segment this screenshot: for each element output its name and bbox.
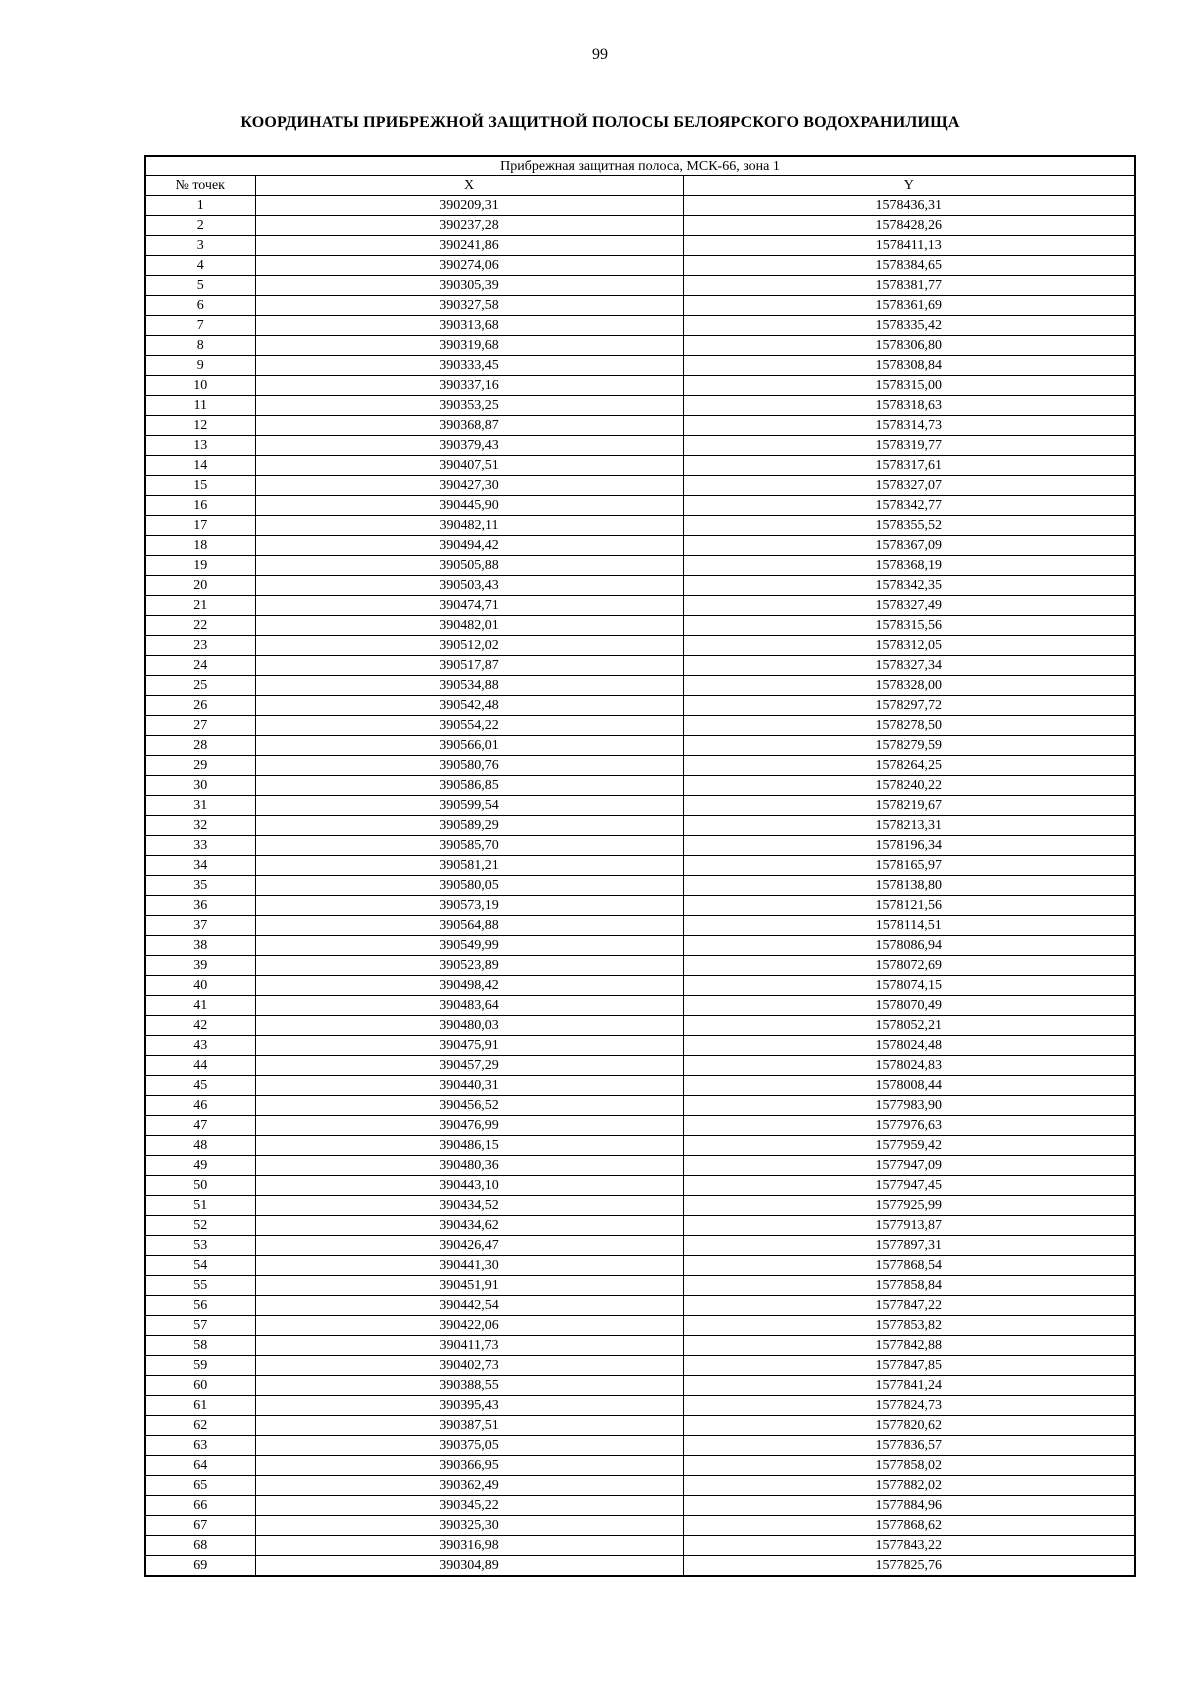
table-body	[145, 196, 1135, 1577]
cell-point-number: 38	[145, 936, 255, 956]
cell-y: 1577959,42	[683, 1136, 1135, 1156]
table-row	[145, 1116, 1135, 1136]
cell-x: 390209,31	[255, 196, 683, 216]
cell-x: 390480,36	[255, 1156, 683, 1176]
cell-x: 390483,64	[255, 996, 683, 1016]
cell-x: 390395,43	[255, 1396, 683, 1416]
cell-y: 1578024,48	[683, 1036, 1135, 1056]
cell-y: 1578074,15	[683, 976, 1135, 996]
cell-point-number: 31	[145, 796, 255, 816]
page-number: 99	[592, 46, 608, 63]
cell-point-number: 67	[145, 1516, 255, 1536]
cell-point-number: 54	[145, 1256, 255, 1276]
cell-x: 390426,47	[255, 1236, 683, 1256]
cell-x: 390237,28	[255, 216, 683, 236]
cell-x: 390505,88	[255, 556, 683, 576]
cell-point-number: 51	[145, 1196, 255, 1216]
table-row	[145, 416, 1135, 436]
cell-y: 1577836,57	[683, 1436, 1135, 1456]
cell-point-number: 14	[145, 456, 255, 476]
table-row	[145, 1456, 1135, 1476]
cell-x: 390517,87	[255, 656, 683, 676]
cell-x: 390274,06	[255, 256, 683, 276]
cell-point-number: 68	[145, 1536, 255, 1556]
cell-point-number: 56	[145, 1296, 255, 1316]
cell-point-number: 22	[145, 616, 255, 636]
cell-point-number: 10	[145, 376, 255, 396]
coordinates-table	[144, 155, 1136, 1577]
cell-y: 1578319,77	[683, 436, 1135, 456]
cell-x: 390586,85	[255, 776, 683, 796]
table-row	[145, 656, 1135, 676]
cell-point-number: 9	[145, 356, 255, 376]
cell-y: 1577947,09	[683, 1156, 1135, 1176]
table-row	[145, 896, 1135, 916]
table-row	[145, 1296, 1135, 1316]
cell-point-number: 26	[145, 696, 255, 716]
cell-point-number: 64	[145, 1456, 255, 1476]
cell-point-number: 48	[145, 1136, 255, 1156]
table-header-row	[145, 176, 1135, 196]
cell-point-number: 29	[145, 756, 255, 776]
table-row	[145, 496, 1135, 516]
cell-x: 390474,71	[255, 596, 683, 616]
table-row	[145, 776, 1135, 796]
cell-y: 1577868,54	[683, 1256, 1135, 1276]
table-row	[145, 1336, 1135, 1356]
cell-point-number: 39	[145, 956, 255, 976]
table-row	[145, 1436, 1135, 1456]
cell-y: 1578384,65	[683, 256, 1135, 276]
table-row	[145, 516, 1135, 536]
cell-x: 390368,87	[255, 416, 683, 436]
cell-point-number: 5	[145, 276, 255, 296]
cell-point-number: 49	[145, 1156, 255, 1176]
cell-point-number: 40	[145, 976, 255, 996]
cell-x: 390573,19	[255, 896, 683, 916]
cell-y: 1578315,56	[683, 616, 1135, 636]
cell-x: 390589,29	[255, 816, 683, 836]
table-row	[145, 316, 1135, 336]
table-row	[145, 1016, 1135, 1036]
cell-point-number: 36	[145, 896, 255, 916]
cell-x: 390327,58	[255, 296, 683, 316]
table-row	[145, 616, 1135, 636]
cell-point-number: 8	[145, 336, 255, 356]
table-row	[145, 796, 1135, 816]
cell-y: 1578315,00	[683, 376, 1135, 396]
cell-x: 390387,51	[255, 1416, 683, 1436]
cell-point-number: 42	[145, 1016, 255, 1036]
cell-x: 390443,10	[255, 1176, 683, 1196]
table-row	[145, 636, 1135, 656]
cell-x: 390564,88	[255, 916, 683, 936]
cell-point-number: 3	[145, 236, 255, 256]
cell-point-number: 41	[145, 996, 255, 1016]
cell-y: 1577841,24	[683, 1376, 1135, 1396]
cell-y: 1578024,83	[683, 1056, 1135, 1076]
table-row	[145, 376, 1135, 396]
cell-y: 1578312,05	[683, 636, 1135, 656]
table-row	[145, 1536, 1135, 1556]
table-row	[145, 756, 1135, 776]
cell-y: 1578328,00	[683, 676, 1135, 696]
table-row	[145, 696, 1135, 716]
cell-y: 1578327,34	[683, 656, 1135, 676]
cell-x: 390554,22	[255, 716, 683, 736]
cell-y: 1578165,97	[683, 856, 1135, 876]
table-row	[145, 736, 1135, 756]
cell-point-number: 61	[145, 1396, 255, 1416]
cell-point-number: 23	[145, 636, 255, 656]
cell-point-number: 1	[145, 196, 255, 216]
table-row	[145, 1416, 1135, 1436]
cell-point-number: 28	[145, 736, 255, 756]
table-row	[145, 216, 1135, 236]
cell-x: 390534,88	[255, 676, 683, 696]
cell-point-number: 50	[145, 1176, 255, 1196]
cell-y: 1578361,69	[683, 296, 1135, 316]
cell-x: 390549,99	[255, 936, 683, 956]
cell-y: 1578264,25	[683, 756, 1135, 776]
cell-x: 390482,11	[255, 516, 683, 536]
cell-x: 390599,54	[255, 796, 683, 816]
cell-y: 1578368,19	[683, 556, 1135, 576]
cell-x: 390241,86	[255, 236, 683, 256]
cell-point-number: 34	[145, 856, 255, 876]
table-row	[145, 1036, 1135, 1056]
table-row	[145, 1556, 1135, 1577]
table-row	[145, 856, 1135, 876]
cell-x: 390379,43	[255, 436, 683, 456]
cell-y: 1577947,45	[683, 1176, 1135, 1196]
cell-point-number: 45	[145, 1076, 255, 1096]
cell-x: 390316,98	[255, 1536, 683, 1556]
cell-point-number: 6	[145, 296, 255, 316]
cell-point-number: 18	[145, 536, 255, 556]
cell-point-number: 60	[145, 1376, 255, 1396]
table-row	[145, 1376, 1135, 1396]
table-row	[145, 536, 1135, 556]
table-row	[145, 1176, 1135, 1196]
cell-y: 1578411,13	[683, 236, 1135, 256]
cell-y: 1577868,62	[683, 1516, 1135, 1536]
cell-x: 390333,45	[255, 356, 683, 376]
cell-x: 390566,01	[255, 736, 683, 756]
cell-y: 1578367,09	[683, 536, 1135, 556]
table-row	[145, 1516, 1135, 1536]
table-row	[145, 1256, 1135, 1276]
cell-point-number: 25	[145, 676, 255, 696]
table-row	[145, 436, 1135, 456]
table-row	[145, 276, 1135, 296]
cell-y: 1578213,31	[683, 816, 1135, 836]
cell-x: 390523,89	[255, 956, 683, 976]
cell-point-number: 21	[145, 596, 255, 616]
cell-x: 390451,91	[255, 1276, 683, 1296]
cell-y: 1578240,22	[683, 776, 1135, 796]
table-row	[145, 596, 1135, 616]
table-row	[145, 576, 1135, 596]
cell-x: 390304,89	[255, 1556, 683, 1577]
cell-point-number: 19	[145, 556, 255, 576]
cell-x: 390407,51	[255, 456, 683, 476]
cell-y: 1578196,34	[683, 836, 1135, 856]
cell-x: 390442,54	[255, 1296, 683, 1316]
cell-point-number: 44	[145, 1056, 255, 1076]
cell-y: 1578114,51	[683, 916, 1135, 936]
table-row	[145, 1476, 1135, 1496]
table-row	[145, 1496, 1135, 1516]
cell-x: 390486,15	[255, 1136, 683, 1156]
table-caption-row	[145, 156, 1135, 176]
cell-y: 1578428,26	[683, 216, 1135, 236]
cell-y: 1577847,85	[683, 1356, 1135, 1376]
table-row	[145, 876, 1135, 896]
table-row	[145, 1276, 1135, 1296]
cell-y: 1578297,72	[683, 696, 1135, 716]
cell-x: 390337,16	[255, 376, 683, 396]
column-header-y: Y	[683, 176, 1135, 196]
cell-x: 390325,30	[255, 1516, 683, 1536]
cell-y: 1578436,31	[683, 196, 1135, 216]
cell-x: 390366,95	[255, 1456, 683, 1476]
cell-y: 1577884,96	[683, 1496, 1135, 1516]
cell-x: 390353,25	[255, 396, 683, 416]
cell-point-number: 65	[145, 1476, 255, 1496]
table-caption: Прибрежная защитная полоса, МСК-66, зона 1	[145, 156, 1135, 176]
cell-x: 390498,42	[255, 976, 683, 996]
cell-x: 390440,31	[255, 1076, 683, 1096]
cell-x: 390445,90	[255, 496, 683, 516]
cell-x: 390305,39	[255, 276, 683, 296]
cell-y: 1578072,69	[683, 956, 1135, 976]
table-row	[145, 676, 1135, 696]
cell-point-number: 13	[145, 436, 255, 456]
cell-x: 390503,43	[255, 576, 683, 596]
cell-point-number: 15	[145, 476, 255, 496]
cell-point-number: 16	[145, 496, 255, 516]
cell-y: 1578327,49	[683, 596, 1135, 616]
cell-x: 390362,49	[255, 1476, 683, 1496]
cell-x: 390542,48	[255, 696, 683, 716]
cell-point-number: 27	[145, 716, 255, 736]
cell-point-number: 57	[145, 1316, 255, 1336]
cell-y: 1578278,50	[683, 716, 1135, 736]
cell-x: 390585,70	[255, 836, 683, 856]
cell-x: 390581,21	[255, 856, 683, 876]
cell-y: 1578219,67	[683, 796, 1135, 816]
table-row	[145, 1076, 1135, 1096]
cell-y: 1577824,73	[683, 1396, 1135, 1416]
cell-y: 1577858,02	[683, 1456, 1135, 1476]
cell-y: 1577847,22	[683, 1296, 1135, 1316]
cell-y: 1577925,99	[683, 1196, 1135, 1216]
cell-point-number: 66	[145, 1496, 255, 1516]
cell-x: 390427,30	[255, 476, 683, 496]
table-row	[145, 236, 1135, 256]
cell-point-number: 59	[145, 1356, 255, 1376]
cell-x: 390402,73	[255, 1356, 683, 1376]
cell-y: 1578052,21	[683, 1016, 1135, 1036]
table-row	[145, 836, 1135, 856]
cell-y: 1577913,87	[683, 1216, 1135, 1236]
cell-y: 1578342,77	[683, 496, 1135, 516]
cell-y: 1578070,49	[683, 996, 1135, 1016]
cell-x: 390434,62	[255, 1216, 683, 1236]
cell-y: 1578355,52	[683, 516, 1135, 536]
cell-point-number: 69	[145, 1556, 255, 1577]
cell-point-number: 12	[145, 416, 255, 436]
cell-y: 1577820,62	[683, 1416, 1135, 1436]
cell-x: 390375,05	[255, 1436, 683, 1456]
table-row	[145, 716, 1135, 736]
table-row	[145, 476, 1135, 496]
cell-y: 1577897,31	[683, 1236, 1135, 1256]
cell-x: 390388,55	[255, 1376, 683, 1396]
cell-y: 1578008,44	[683, 1076, 1135, 1096]
cell-point-number: 55	[145, 1276, 255, 1296]
table-row	[145, 1156, 1135, 1176]
cell-y: 1578318,63	[683, 396, 1135, 416]
table-row	[145, 356, 1135, 376]
table-row	[145, 556, 1135, 576]
cell-point-number: 2	[145, 216, 255, 236]
cell-x: 390512,02	[255, 636, 683, 656]
cell-y: 1578327,07	[683, 476, 1135, 496]
cell-x: 390480,03	[255, 1016, 683, 1036]
table-row	[145, 396, 1135, 416]
table-row	[145, 1136, 1135, 1156]
cell-y: 1577825,76	[683, 1556, 1135, 1577]
cell-point-number: 43	[145, 1036, 255, 1056]
cell-y: 1577843,22	[683, 1536, 1135, 1556]
cell-point-number: 33	[145, 836, 255, 856]
table-row	[145, 816, 1135, 836]
cell-x: 390411,73	[255, 1336, 683, 1356]
column-header-point-number: № точек	[145, 176, 255, 196]
cell-y: 1578335,42	[683, 316, 1135, 336]
table-row	[145, 336, 1135, 356]
cell-x: 390456,52	[255, 1096, 683, 1116]
cell-y: 1578342,35	[683, 576, 1135, 596]
cell-point-number: 7	[145, 316, 255, 336]
table-row	[145, 456, 1135, 476]
cell-y: 1578138,80	[683, 876, 1135, 896]
cell-point-number: 53	[145, 1236, 255, 1256]
cell-point-number: 20	[145, 576, 255, 596]
cell-y: 1577842,88	[683, 1336, 1135, 1356]
cell-point-number: 52	[145, 1216, 255, 1236]
cell-point-number: 32	[145, 816, 255, 836]
table-row	[145, 196, 1135, 216]
cell-y: 1577853,82	[683, 1316, 1135, 1336]
cell-x: 390319,68	[255, 336, 683, 356]
cell-y: 1578317,61	[683, 456, 1135, 476]
cell-point-number: 4	[145, 256, 255, 276]
column-header-x: X	[255, 176, 683, 196]
cell-x: 390494,42	[255, 536, 683, 556]
table-row	[145, 936, 1135, 956]
cell-x: 390457,29	[255, 1056, 683, 1076]
table-row	[145, 1096, 1135, 1116]
cell-x: 390422,06	[255, 1316, 683, 1336]
cell-point-number: 30	[145, 776, 255, 796]
cell-y: 1578381,77	[683, 276, 1135, 296]
cell-y: 1578314,73	[683, 416, 1135, 436]
cell-x: 390476,99	[255, 1116, 683, 1136]
cell-y: 1577858,84	[683, 1276, 1135, 1296]
cell-x: 390580,05	[255, 876, 683, 896]
table-row	[145, 956, 1135, 976]
cell-point-number: 35	[145, 876, 255, 896]
cell-y: 1577976,63	[683, 1116, 1135, 1136]
table-row	[145, 296, 1135, 316]
cell-x: 390313,68	[255, 316, 683, 336]
table-row	[145, 976, 1135, 996]
table-row	[145, 256, 1135, 276]
cell-x: 390434,52	[255, 1196, 683, 1216]
cell-y: 1577983,90	[683, 1096, 1135, 1116]
cell-x: 390441,30	[255, 1256, 683, 1276]
table-row	[145, 916, 1135, 936]
cell-y: 1578279,59	[683, 736, 1135, 756]
cell-y: 1578308,84	[683, 356, 1135, 376]
cell-point-number: 24	[145, 656, 255, 676]
table-row	[145, 996, 1135, 1016]
cell-point-number: 37	[145, 916, 255, 936]
table-row	[145, 1356, 1135, 1376]
document-title: КООРДИНАТЫ ПРИБРЕЖНОЙ ЗАЩИТНОЙ ПОЛОСЫ БЕЛОЯРСКОГО ВОДОХРАНИЛИЩА	[240, 114, 960, 131]
cell-point-number: 63	[145, 1436, 255, 1456]
cell-x: 390482,01	[255, 616, 683, 636]
cell-y: 1578086,94	[683, 936, 1135, 956]
table-row	[145, 1216, 1135, 1236]
table-row	[145, 1236, 1135, 1256]
table-row	[145, 1396, 1135, 1416]
cell-point-number: 17	[145, 516, 255, 536]
cell-y: 1578121,56	[683, 896, 1135, 916]
cell-point-number: 58	[145, 1336, 255, 1356]
table-row	[145, 1196, 1135, 1216]
cell-x: 390345,22	[255, 1496, 683, 1516]
cell-y: 1577882,02	[683, 1476, 1135, 1496]
table-row	[145, 1316, 1135, 1336]
cell-point-number: 62	[145, 1416, 255, 1436]
cell-point-number: 47	[145, 1116, 255, 1136]
cell-x: 390475,91	[255, 1036, 683, 1056]
cell-point-number: 11	[145, 396, 255, 416]
cell-x: 390580,76	[255, 756, 683, 776]
cell-point-number: 46	[145, 1096, 255, 1116]
cell-y: 1578306,80	[683, 336, 1135, 356]
table-row	[145, 1056, 1135, 1076]
